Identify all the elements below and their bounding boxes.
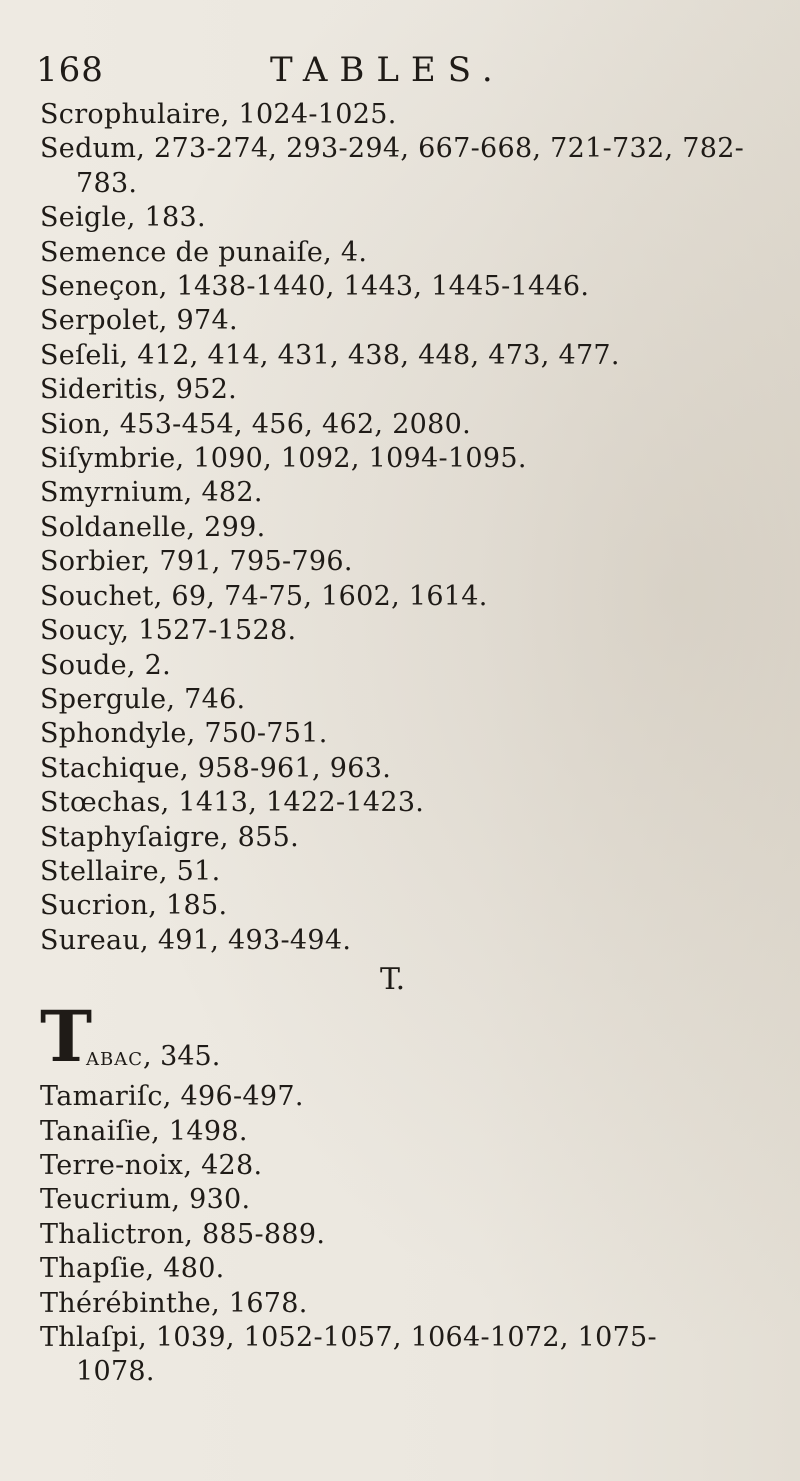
first-word-smallcaps: ABAC (86, 1049, 143, 1071)
index-entry: Tamariſc, 496-497. (40, 1081, 304, 1113)
index-entry: Sedum, 273-274, 293-294, 667-668, 721-732, 782- (40, 133, 745, 165)
section-letter-t: T. (380, 962, 406, 998)
index-entry: Staphyſaigre, 855. (40, 821, 299, 853)
index-entry: Sureau, 491, 493-494. (40, 924, 352, 956)
index-entries (40, 98, 780, 1390)
index-entry-continuation: 783. (76, 167, 138, 199)
index-entry: Sorbier, 791, 795-796. (40, 546, 353, 578)
index-entry: Thérébinthe, 1678. (40, 1287, 308, 1319)
index-entry: Sideritis, 952. (40, 374, 238, 406)
index-entry: Thapſie, 480. (40, 1253, 225, 1285)
index-entry: Soldanelle, 299. (40, 511, 266, 543)
index-entry: Serpolet, 974. (40, 305, 238, 337)
index-entry: Soude, 2. (40, 649, 172, 681)
index-entry: Scrophulaire, 1024-1025. (40, 99, 397, 130)
index-entry: Seigle, 183. (40, 202, 206, 234)
index-entry: Tanaiſie, 1498. (40, 1115, 248, 1147)
index-entry: Smyrnium, 482. (40, 477, 263, 509)
index-entry: Terre-noix, 428. (40, 1149, 263, 1181)
index-entry-continuation: 1078. (76, 1356, 155, 1388)
index-entry: Spergule, 746. (40, 683, 246, 715)
running-head: TABLES. (270, 50, 505, 90)
index-entry: Semence de punaiſe, 4. (40, 236, 368, 268)
index-entry: Soucy, 1527-1528. (40, 615, 297, 647)
index-entry: Thlaſpi, 1039, 1052-1057, 1064-1072, 1075- (40, 1322, 657, 1353)
index-entry: Sucrion, 185. (40, 890, 228, 922)
index-entry: Teucrium, 930. (40, 1184, 251, 1216)
index-entry: Stellaire, 51. (40, 855, 221, 887)
index-entry: Sion, 453-454, 456, 462, 2080. (40, 408, 471, 440)
index-entry: Sphondyle, 750-751. (40, 718, 328, 750)
entries-s (40, 98, 780, 958)
index-entry: Siſymbrie, 1090, 1092, 1094-1095. (40, 443, 527, 475)
index-entry: Thalictron, 885-889. (40, 1218, 326, 1250)
first-entry-pages: , 345. (143, 1041, 221, 1073)
index-entry: Stœchas, 1413, 1422-1423. (40, 787, 425, 819)
index-entry: Seneçon, 1438-1440, 1443, 1445-1446. (40, 271, 590, 303)
index-entry: Souchet, 69, 74-75, 1602, 1614. (40, 580, 488, 612)
page-number: 168 (36, 50, 104, 90)
index-entry: Stachique, 958-961, 963. (40, 752, 392, 784)
entries-t (40, 1080, 780, 1390)
index-entry: Seſeli, 412, 414, 431, 438, 448, 473, 477. (40, 339, 620, 371)
page-header (36, 50, 536, 96)
section-t-first-entry (40, 995, 780, 1080)
drop-cap: T (40, 995, 93, 1079)
